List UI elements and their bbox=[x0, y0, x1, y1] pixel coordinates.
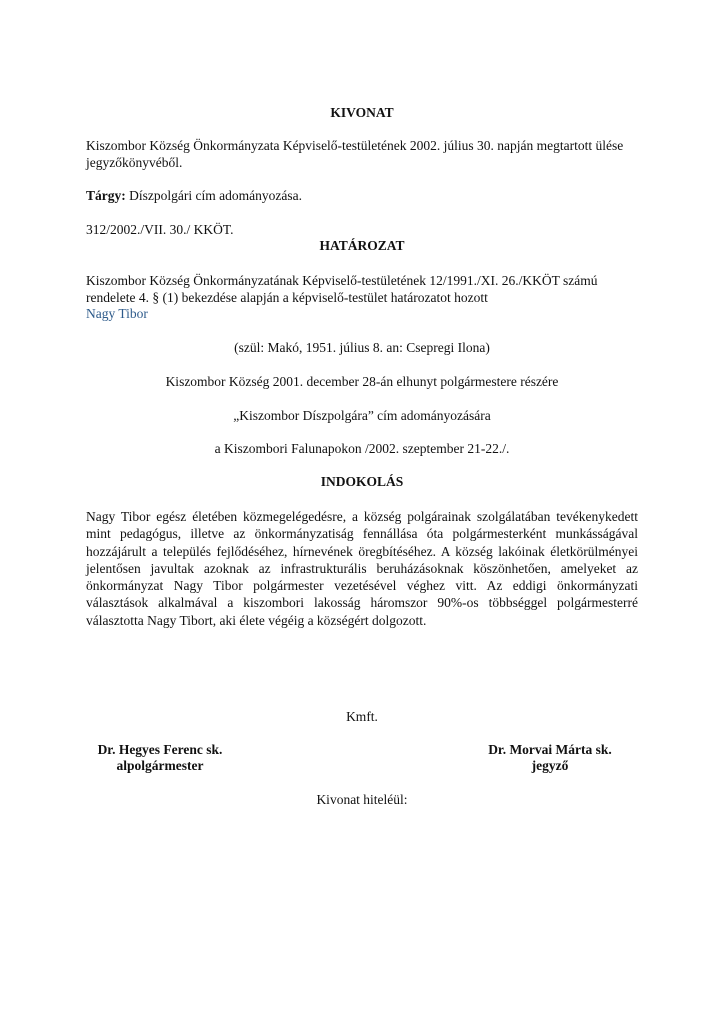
intro-paragraph: Kiszombor Község Önkormányzata Képviselő-testületének 2002. július 30. napján megtartott ülése jegyzőkönyvéből. bbox=[86, 138, 624, 170]
signatory-left bbox=[60, 742, 260, 774]
subject-line bbox=[86, 188, 638, 204]
signatory-left-title: alpolgármester bbox=[116, 758, 204, 773]
subject-label: Tárgy: bbox=[86, 188, 126, 203]
decision-heading: HATÁROZAT bbox=[319, 238, 405, 253]
signatory-right-title: jegyző bbox=[531, 758, 569, 773]
justification-heading: INDOKOLÁS bbox=[320, 474, 404, 489]
kmft-text: Kmft. bbox=[346, 709, 378, 724]
document-heading: KIVONAT bbox=[330, 105, 394, 120]
decision-paragraph: Kiszombor Község Önkormányzatának Képviselő-testületének 12/1991./XI. 26./KKÖT számú rendelete 4. § (1) bekezdése alapján a képviselő-testület határozatot hozott bbox=[86, 273, 598, 305]
reference-number: 312/2002./VII. 30./ KKÖT. bbox=[86, 222, 234, 237]
signatory-left-name: Dr. Hegyes Ferenc sk. bbox=[97, 742, 223, 757]
signatory-right bbox=[450, 742, 650, 774]
honoree-name-link[interactable]: Nagy Tibor bbox=[86, 306, 148, 321]
justification-paragraph: Nagy Tibor egész életében közmegelégedésre, a község polgárainak szolgálatában tevékenykedett mint pedagógus, illetve az önkormányzatiság fennállása óta polgármesterként munkásságával hozzájárult a település fejlődéséhez, hírnevének öregbítéséhez. A község lakóinak életkörülményei jelentősen javultak azoknak az infrastrukturális beruházásoknak köszönhetően, amelyeket az önkormányzat Nagy Tibor polgármester vezetésével véghez vitt. Az eddigi önkormányzati választások alkalmával a kiszombori lakosság háromszor 90%-os többséggel polgármesterré választotta Nagy Tibort, aki élete végéig a községért dolgozott. bbox=[86, 509, 638, 628]
certification-text: Kivonat hiteléül: bbox=[316, 792, 408, 807]
decision-line-title: „Kiszombor Díszpolgára” cím adományozására bbox=[233, 408, 491, 423]
signatory-right-name: Dr. Morvai Márta sk. bbox=[488, 742, 612, 757]
birth-info: (szül: Makó, 1951. július 8. an: Csepregi Ilona) bbox=[234, 340, 490, 355]
decision-line-event: a Kiszombori Falunapokon /2002. szeptember 21-22./. bbox=[214, 441, 510, 456]
decision-line-recipient: Kiszombor Község 2001. december 28-án elhunyt polgármestere részére bbox=[165, 374, 559, 389]
subject-text: Díszpolgári cím adományozása. bbox=[125, 188, 302, 203]
